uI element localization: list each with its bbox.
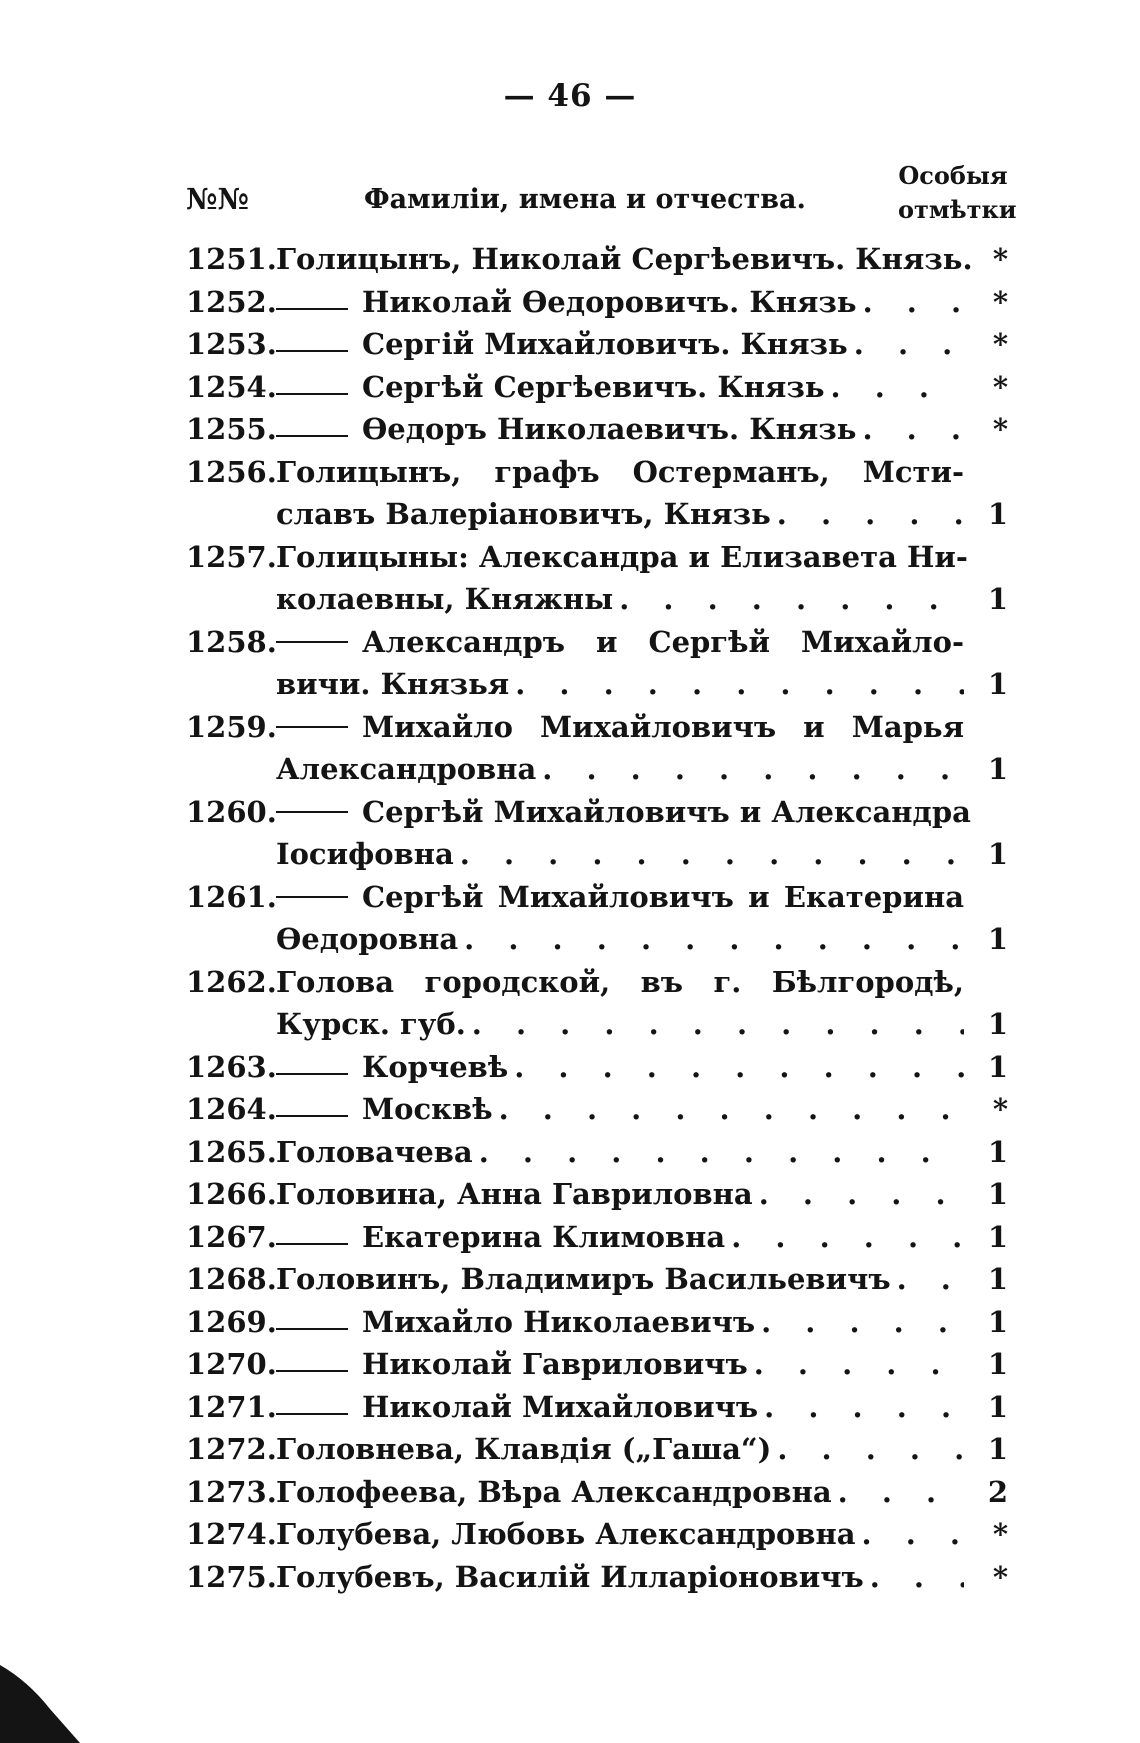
ditto-dash xyxy=(276,726,348,728)
entry-name xyxy=(276,791,971,876)
list-item xyxy=(186,1046,1008,1089)
entry-name xyxy=(276,1343,964,1386)
entry-name-line xyxy=(276,961,964,1004)
list-item xyxy=(186,1216,1008,1259)
entry-name-text: Александровна xyxy=(276,752,537,786)
entry-name xyxy=(276,1556,964,1599)
entry-name xyxy=(276,1513,964,1556)
list-item xyxy=(186,1088,1008,1131)
entry-name xyxy=(276,1301,964,1344)
dot-leader xyxy=(764,1386,964,1429)
list-item xyxy=(186,323,1008,366)
ditto-dash xyxy=(276,308,348,310)
entry-name xyxy=(276,1046,964,1089)
entry-number: 1256. xyxy=(186,454,277,489)
ditto-dash xyxy=(276,1073,348,1075)
entry-number: 1251. xyxy=(186,242,277,276)
entry-note-mark: 1 xyxy=(987,1347,1008,1381)
entry-name-line xyxy=(276,748,964,791)
entry-name-text: вичи. Князья xyxy=(276,667,510,701)
list-item xyxy=(186,1428,1008,1471)
entry-name xyxy=(276,1471,964,1514)
entry-name-text: Ѳедоръ Николаевичъ. Князь xyxy=(362,412,857,446)
entry-number: 1264. xyxy=(186,1092,277,1126)
entry-number: 1261. xyxy=(186,879,277,914)
entry-name-line xyxy=(276,1386,964,1429)
entry-name-line xyxy=(276,238,973,281)
list-item xyxy=(186,621,1008,706)
list-item xyxy=(186,238,1008,281)
dot-leader xyxy=(472,1003,964,1046)
ditto-dash xyxy=(276,811,348,813)
entry-number: 1266. xyxy=(186,1177,277,1211)
list-item xyxy=(186,1173,1008,1216)
entry-name xyxy=(276,1216,964,1259)
list-item xyxy=(186,408,1008,451)
list-item xyxy=(186,876,1008,961)
entry-name-line xyxy=(276,1003,964,1046)
entry-note-mark: 1 xyxy=(987,1049,1008,1084)
entry-note-mark: 1 xyxy=(987,1134,1008,1169)
dot-leader xyxy=(464,918,964,961)
entry-name-text: Корчевѣ xyxy=(362,1049,509,1084)
entry-name-line xyxy=(276,366,964,409)
list-item xyxy=(186,791,1008,876)
dot-leader xyxy=(863,281,964,324)
list-item xyxy=(186,1343,1008,1386)
entry-number: 1271. xyxy=(186,1389,277,1424)
entry-note-mark: 1 xyxy=(987,1177,1008,1211)
ditto-dash xyxy=(276,1243,348,1245)
entry-number: 1258. xyxy=(186,624,277,659)
ditto-dash xyxy=(276,393,348,395)
entry-number: 1275. xyxy=(186,1559,277,1594)
dot-leader xyxy=(854,323,964,366)
entry-note-mark: 1 xyxy=(987,1389,1008,1424)
entry-name-text: Ѳедоровна xyxy=(276,922,459,956)
entry-number: 1255. xyxy=(186,412,277,446)
entry-note-mark: 1 xyxy=(987,1219,1008,1254)
list-item xyxy=(186,451,1008,536)
entry-name-text: Сергѣй Михайловичъ и Александра xyxy=(362,794,971,829)
entry-name xyxy=(276,706,964,791)
list-item xyxy=(186,366,1008,409)
entry-number: 1274. xyxy=(186,1517,277,1551)
entry-note-mark: 1 xyxy=(987,497,1008,531)
entry-name xyxy=(276,536,968,621)
entry-note-mark: * xyxy=(992,412,1008,446)
entry-name-text: Головнева, Клавдія („Гаша“) xyxy=(276,1432,772,1466)
entry-name xyxy=(276,281,964,324)
dot-leader xyxy=(514,1046,964,1089)
list-item xyxy=(186,961,1008,1046)
entry-name-text: Головинъ, Владимиръ Васильевичъ xyxy=(276,1262,891,1296)
entry-name-text: Голофеева, Вѣра Александровна xyxy=(276,1474,832,1509)
entry-name-line xyxy=(276,1216,964,1259)
dot-leader xyxy=(838,1471,964,1514)
entry-name-line xyxy=(276,536,968,579)
dot-leader xyxy=(542,748,964,791)
entry-number: 1272. xyxy=(186,1432,277,1466)
entry-name-text: Николай Ѳедоровичъ. Князь xyxy=(362,284,857,319)
entry-name-line xyxy=(276,876,964,919)
dot-leader xyxy=(862,408,964,451)
entry-name xyxy=(276,408,964,451)
entry-note-mark: * xyxy=(992,327,1008,361)
entry-list xyxy=(186,238,1008,1598)
entry-number: 1260. xyxy=(186,794,277,829)
entry-name-line xyxy=(276,1088,964,1131)
entry-name-text: Головачева xyxy=(276,1134,473,1169)
page-corner-mark xyxy=(0,1661,82,1743)
entry-name-line xyxy=(276,621,964,664)
entry-name-text: Голова городской, въ г. Бѣлгородѣ, xyxy=(276,964,964,999)
entry-note-mark: 2 xyxy=(987,1474,1008,1509)
entry-name-line xyxy=(276,323,964,366)
entry-note-mark: 1 xyxy=(987,752,1008,786)
entry-name-text: Голубевъ, Василій Илларіоновичъ xyxy=(276,1559,864,1594)
entry-note-mark: 1 xyxy=(987,1007,1008,1041)
ditto-dash xyxy=(276,896,348,898)
entry-name-text: Голубева, Любовь Александровна xyxy=(276,1517,856,1551)
ditto-dash xyxy=(276,1413,348,1415)
ditto-dash xyxy=(276,350,348,352)
dot-leader xyxy=(619,578,964,621)
entry-note-mark: 1 xyxy=(987,667,1008,701)
entry-name-line xyxy=(276,1301,964,1344)
entry-name xyxy=(276,366,964,409)
dot-leader xyxy=(777,493,964,536)
entry-note-mark: * xyxy=(992,1092,1008,1126)
entry-name-line xyxy=(276,1258,964,1301)
entry-name-text: Головина, Анна Гавриловна xyxy=(276,1177,753,1211)
entry-note-mark: * xyxy=(992,1559,1008,1594)
column-header-notes-line-2: отмѣтки xyxy=(898,195,1017,224)
entry-name-text: колаевны, Княжны xyxy=(276,582,614,616)
dot-leader xyxy=(777,1428,964,1471)
entry-note-mark: 1 xyxy=(987,1432,1008,1466)
entry-name-line xyxy=(276,706,964,749)
entry-name-text: Сергѣй Сергѣевичъ. Князь xyxy=(362,369,825,404)
entry-note-mark: * xyxy=(992,242,1008,276)
entry-number: 1269. xyxy=(186,1304,277,1339)
entry-number: 1252. xyxy=(186,284,277,319)
dot-leader xyxy=(499,1088,964,1131)
entry-number: 1265. xyxy=(186,1134,277,1169)
entry-name-text: Іосифовна xyxy=(276,837,454,871)
column-header-number: №№ xyxy=(186,182,250,216)
entry-name-text: Николай Гавриловичъ xyxy=(362,1347,748,1381)
table-header xyxy=(186,155,1017,230)
entry-number: 1268. xyxy=(186,1262,277,1296)
dot-leader xyxy=(460,833,964,876)
entry-name xyxy=(276,238,973,281)
entry-name-text: Михайло Михайловичъ и Марья xyxy=(362,709,964,744)
entry-name xyxy=(276,1173,964,1216)
entry-name-line xyxy=(276,578,964,621)
entry-name-line xyxy=(276,663,964,706)
entry-number: 1262. xyxy=(186,964,277,999)
entry-name-line xyxy=(276,1513,964,1556)
dot-leader xyxy=(731,1216,964,1259)
entry-number: 1267. xyxy=(186,1219,277,1254)
entry-name-line xyxy=(276,1131,964,1174)
entry-name-text: Александръ и Сергѣй Михайло- xyxy=(362,624,964,659)
column-header-notes xyxy=(898,159,1017,227)
list-item xyxy=(186,1301,1008,1344)
list-item xyxy=(186,1258,1008,1301)
dot-leader xyxy=(870,1556,964,1599)
entry-note-mark: 1 xyxy=(987,922,1008,956)
entry-name-text: Сергій Михайловичъ. Князь xyxy=(362,327,848,361)
entry-note-mark: 1 xyxy=(987,1304,1008,1339)
entry-note-mark: 1 xyxy=(987,582,1008,616)
entry-name xyxy=(276,961,964,1046)
entry-note-mark: * xyxy=(992,284,1008,319)
entry-number: 1254. xyxy=(186,369,277,404)
list-item xyxy=(186,706,1008,791)
dot-leader xyxy=(831,366,964,409)
entry-name-line xyxy=(276,408,964,451)
entry-name-text: Голицынъ, Николай Сергѣевичъ. Князь. xyxy=(276,242,973,276)
dot-leader xyxy=(515,663,964,706)
ditto-dash xyxy=(276,435,348,437)
entry-name xyxy=(276,451,964,536)
entry-name-text: Голицыны: Александра и Елизавета Ни- xyxy=(276,539,968,574)
entry-number: 1259. xyxy=(186,709,277,744)
entry-name xyxy=(276,1428,964,1471)
list-item xyxy=(186,1386,1008,1429)
entry-number: 1273. xyxy=(186,1474,277,1509)
list-item xyxy=(186,1513,1008,1556)
ditto-dash xyxy=(276,1115,348,1117)
entry-number: 1253. xyxy=(186,327,277,361)
ditto-dash xyxy=(276,1328,348,1330)
entry-name-text: славъ Валеріановичъ, Князь xyxy=(276,497,771,531)
list-item xyxy=(186,1131,1008,1174)
dot-leader xyxy=(761,1301,964,1344)
entry-name xyxy=(276,1088,964,1131)
entry-name-text: Екатерина Климовна xyxy=(362,1219,726,1254)
dot-leader xyxy=(754,1343,964,1386)
entry-number: 1263. xyxy=(186,1049,277,1084)
entry-name-text: Михайло Николаевичъ xyxy=(362,1304,756,1339)
entry-name-text: Сергѣй Михайловичъ и Екатерина xyxy=(362,879,964,914)
list-item xyxy=(186,536,1008,621)
dot-leader xyxy=(862,1513,964,1556)
entry-name-line xyxy=(276,833,964,876)
list-item xyxy=(186,1471,1008,1514)
entry-note-mark: 1 xyxy=(987,837,1008,871)
entry-name-text: Голицынъ, графъ Остерманъ, Мсти- xyxy=(276,454,964,489)
entry-number: 1270. xyxy=(186,1347,277,1381)
entry-name-line xyxy=(276,451,964,494)
entry-name-line xyxy=(276,1173,964,1216)
entry-name-line xyxy=(276,918,964,961)
entry-name xyxy=(276,621,964,706)
entry-name xyxy=(276,1131,964,1174)
entry-name-line xyxy=(276,791,971,834)
entry-name xyxy=(276,323,964,366)
dot-leader xyxy=(759,1173,964,1216)
entry-name xyxy=(276,876,964,961)
entry-number: 1257. xyxy=(186,539,277,574)
entry-note-mark: * xyxy=(992,369,1008,404)
entry-name-line xyxy=(276,1046,964,1089)
entry-name-line xyxy=(276,1556,964,1599)
column-header-notes-line-1: Особыя xyxy=(898,161,1008,190)
ditto-dash xyxy=(276,1370,348,1372)
entry-note-mark: * xyxy=(992,1517,1008,1551)
page-number: — 46 — xyxy=(503,78,637,114)
entry-name-line xyxy=(276,493,964,536)
entry-name-line xyxy=(276,1343,964,1386)
entry-name-line xyxy=(276,1471,964,1514)
entry-name-line xyxy=(276,1428,964,1471)
column-header-names: Фамиліи, имена и отчества. xyxy=(364,184,806,215)
ditto-dash xyxy=(276,641,348,643)
list-item xyxy=(186,1556,1008,1599)
dot-leader xyxy=(479,1131,964,1174)
list-item xyxy=(186,281,1008,324)
entry-name-text: Курск. губ. xyxy=(276,1007,466,1041)
entry-name-line xyxy=(276,281,964,324)
entry-name-text: Николай Михайловичъ xyxy=(362,1389,759,1424)
entry-name xyxy=(276,1258,964,1301)
dot-leader xyxy=(897,1258,964,1301)
entry-note-mark: 1 xyxy=(987,1262,1008,1296)
entry-name xyxy=(276,1386,964,1429)
entry-name-text: Москвѣ xyxy=(362,1092,493,1126)
